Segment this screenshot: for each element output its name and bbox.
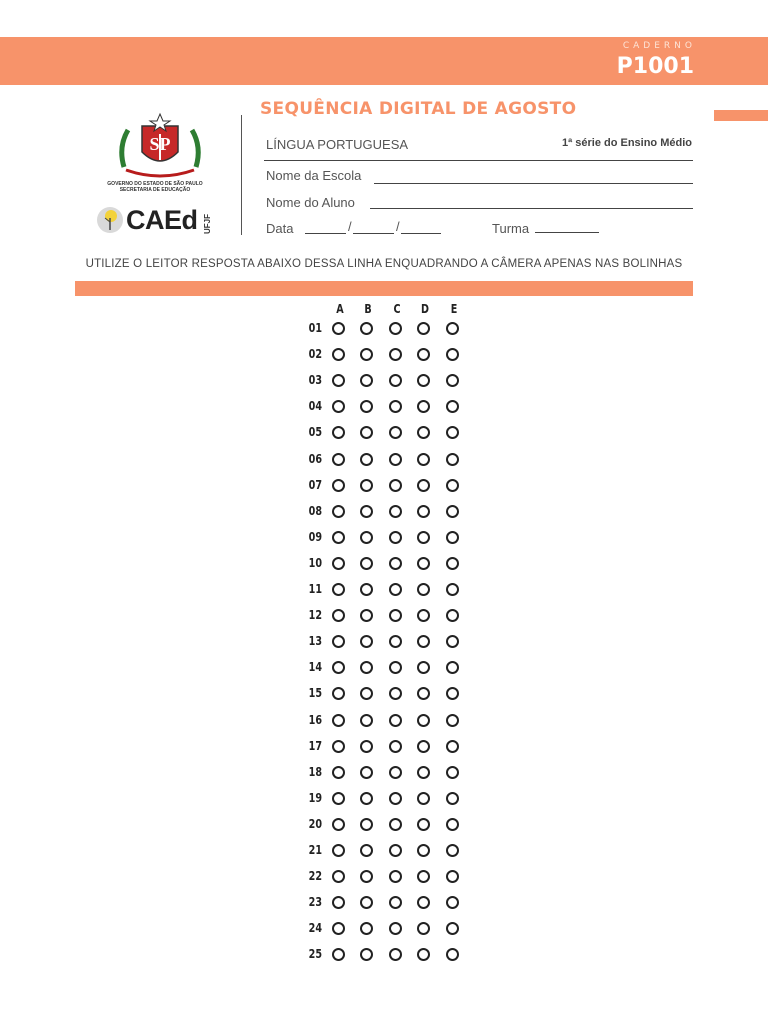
answer-bubble-04-b[interactable] <box>360 400 373 413</box>
question-number-24: 24 <box>308 921 322 936</box>
answer-bubble-10-c[interactable] <box>389 557 402 570</box>
escola-field[interactable] <box>374 183 693 184</box>
answer-bubble-21-c[interactable] <box>389 844 402 857</box>
answer-bubble-20-a[interactable] <box>332 818 345 831</box>
answer-bubble-04-d[interactable] <box>417 400 430 413</box>
date-slash-1: / <box>348 219 352 234</box>
answer-bubble-05-c[interactable] <box>389 426 402 439</box>
answer-bubble-13-a[interactable] <box>332 635 345 648</box>
answer-bubble-08-c[interactable] <box>389 505 402 518</box>
answer-bubble-17-b[interactable] <box>360 740 373 753</box>
answer-bubble-10-e[interactable] <box>446 557 459 570</box>
question-number-06: 06 <box>308 451 322 466</box>
answer-bubble-24-b[interactable] <box>360 922 373 935</box>
answer-bubble-13-e[interactable] <box>446 635 459 648</box>
answer-bubble-17-a[interactable] <box>332 740 345 753</box>
question-number-07: 07 <box>308 477 322 492</box>
subject-underline <box>264 160 693 161</box>
answer-bubble-20-c[interactable] <box>389 818 402 831</box>
answer-bubble-08-d[interactable] <box>417 505 430 518</box>
caed-wordmark: CAEd <box>126 205 198 235</box>
question-number-01: 01 <box>308 321 322 335</box>
answer-bubble-15-b[interactable] <box>360 687 373 700</box>
answer-bubble-05-e[interactable] <box>446 426 459 439</box>
question-number-10: 10 <box>308 555 322 570</box>
question-number-05: 05 <box>308 425 322 440</box>
answer-bubble-03-e[interactable] <box>446 374 459 387</box>
answer-bubble-02-b[interactable] <box>360 348 373 361</box>
answer-bubble-22-d[interactable] <box>417 870 430 883</box>
answer-bubble-10-d[interactable] <box>417 557 430 570</box>
question-number-04: 04 <box>308 399 322 414</box>
answer-bubble-09-b[interactable] <box>360 531 373 544</box>
answer-bubble-09-c[interactable] <box>389 531 402 544</box>
question-number-22: 22 <box>308 869 322 884</box>
answer-bubble-16-d[interactable] <box>417 714 430 727</box>
question-number-25: 25 <box>308 947 322 962</box>
answer-bubble-17-e[interactable] <box>446 740 459 753</box>
seal-letters: SP <box>149 134 171 154</box>
answer-bubble-21-a[interactable] <box>332 844 345 857</box>
answer-bubble-08-e[interactable] <box>446 505 459 518</box>
answer-bubble-07-e[interactable] <box>446 479 459 492</box>
answer-bubble-01-e[interactable] <box>446 322 459 335</box>
answer-bubble-22-a[interactable] <box>332 870 345 883</box>
column-header-c: C <box>393 302 401 316</box>
form-title: SEQUÊNCIA DIGITAL DE AGOSTO <box>260 99 577 119</box>
data-month-field[interactable] <box>353 233 394 234</box>
answer-bubble-11-d[interactable] <box>417 583 430 596</box>
answer-bubble-18-c[interactable] <box>389 766 402 779</box>
question-number-02: 02 <box>308 347 322 362</box>
question-number-14: 14 <box>308 660 322 675</box>
data-label: Data <box>266 221 294 236</box>
answer-bubble-15-c[interactable] <box>389 687 402 700</box>
answer-bubble-11-e[interactable] <box>446 583 459 596</box>
answer-bubble-14-a[interactable] <box>332 661 345 674</box>
answer-bubble-07-b[interactable] <box>360 479 373 492</box>
answer-bubble-12-b[interactable] <box>360 609 373 622</box>
answer-bubble-07-d[interactable] <box>417 479 430 492</box>
answer-bubble-15-d[interactable] <box>417 687 430 700</box>
instruction-text: UTILIZE O LEITOR RESPOSTA ABAIXO DESSA LINHA ENQUADRANDO A CÂMERA APENAS NAS BOLINHAS <box>85 258 683 270</box>
answer-bubble-11-a[interactable] <box>332 583 345 596</box>
answer-bubble-06-e[interactable] <box>446 453 459 466</box>
answer-bubble-23-e[interactable] <box>446 896 459 909</box>
question-number-19: 19 <box>308 790 322 805</box>
answer-bubble-13-d[interactable] <box>417 635 430 648</box>
answer-bubble-14-c[interactable] <box>389 661 402 674</box>
answer-bubble-10-a[interactable] <box>332 557 345 570</box>
answer-bubble-15-a[interactable] <box>332 687 345 700</box>
answer-bubble-16-c[interactable] <box>389 714 402 727</box>
answer-bubble-19-d[interactable] <box>417 792 430 805</box>
answer-bubble-10-b[interactable] <box>360 557 373 570</box>
answer-bubble-17-c[interactable] <box>389 740 402 753</box>
answer-bubble-23-b[interactable] <box>360 896 373 909</box>
column-header-d: D <box>421 302 429 316</box>
answer-bubble-09-d[interactable] <box>417 531 430 544</box>
answer-bubble-06-a[interactable] <box>332 453 345 466</box>
answer-bubble-25-c[interactable] <box>389 948 402 961</box>
answer-bubble-02-d[interactable] <box>417 348 430 361</box>
answer-bubble-25-d[interactable] <box>417 948 430 961</box>
answer-bubble-07-a[interactable] <box>332 479 345 492</box>
answer-bubble-23-d[interactable] <box>417 896 430 909</box>
turma-field[interactable] <box>535 232 599 233</box>
answer-bubble-15-e[interactable] <box>446 687 459 700</box>
question-number-09: 09 <box>308 529 322 544</box>
answer-bubble-18-d[interactable] <box>417 766 430 779</box>
answer-bubble-12-e[interactable] <box>446 609 459 622</box>
question-number-15: 15 <box>308 686 322 701</box>
answer-bubble-25-b[interactable] <box>360 948 373 961</box>
answer-bubble-14-b[interactable] <box>360 661 373 674</box>
question-number-20: 20 <box>308 816 322 831</box>
answer-bubble-16-b[interactable] <box>360 714 373 727</box>
sao-paulo-seal-icon <box>114 112 206 180</box>
answer-bubble-01-b[interactable] <box>360 322 373 335</box>
data-year-field[interactable] <box>401 233 441 234</box>
answer-bubble-17-d[interactable] <box>417 740 430 753</box>
serie-label: 1ª série do Ensino Médio <box>562 137 692 149</box>
answer-bubble-05-b[interactable] <box>360 426 373 439</box>
answer-bubble-13-c[interactable] <box>389 635 402 648</box>
answer-bubble-20-b[interactable] <box>360 818 373 831</box>
question-number-08: 08 <box>308 503 322 518</box>
subject-label: LÍNGUA PORTUGUESA <box>266 137 409 152</box>
answer-bubble-25-a[interactable] <box>332 948 345 961</box>
aluno-field[interactable] <box>370 208 693 209</box>
turma-label: Turma <box>492 221 530 236</box>
answer-bubble-09-a[interactable] <box>332 531 345 544</box>
answer-bubble-24-c[interactable] <box>389 922 402 935</box>
top-banner <box>0 37 768 85</box>
answer-bubble-03-b[interactable] <box>360 374 373 387</box>
answer-bubble-11-c[interactable] <box>389 583 402 596</box>
answer-bubble-05-d[interactable] <box>417 426 430 439</box>
answer-bubble-18-b[interactable] <box>360 766 373 779</box>
answer-bubble-08-b[interactable] <box>360 505 373 518</box>
answer-bubble-02-a[interactable] <box>332 348 345 361</box>
answer-bubble-18-a[interactable] <box>332 766 345 779</box>
answer-bubble-06-d[interactable] <box>417 453 430 466</box>
question-number-21: 21 <box>308 843 322 857</box>
answer-bubble-07-c[interactable] <box>389 479 402 492</box>
answer-bubble-24-a[interactable] <box>332 922 345 935</box>
answer-bubble-03-d[interactable] <box>417 374 430 387</box>
answer-bubble-22-c[interactable] <box>389 870 402 883</box>
answer-bubble-24-d[interactable] <box>417 922 430 935</box>
side-tab <box>714 110 768 121</box>
answer-bubble-05-a[interactable] <box>332 426 345 439</box>
answer-bubble-01-a[interactable] <box>332 322 345 335</box>
answer-bubble-02-c[interactable] <box>389 348 402 361</box>
answer-bubble-19-c[interactable] <box>389 792 402 805</box>
question-number-17: 17 <box>308 738 322 753</box>
answer-bubble-04-a[interactable] <box>332 400 345 413</box>
answer-bubble-04-e[interactable] <box>446 400 459 413</box>
question-number-12: 12 <box>308 608 322 623</box>
question-number-11: 11 <box>308 582 322 596</box>
gov-line-2: SECRETARIA DE EDUCAÇÃO <box>119 187 191 193</box>
caderno-code: P1001 <box>616 54 694 79</box>
answer-bubble-11-b[interactable] <box>360 583 373 596</box>
column-header-e: E <box>450 302 458 316</box>
header-divider <box>241 115 242 235</box>
answer-bubble-25-e[interactable] <box>446 948 459 961</box>
logo-block <box>96 112 226 237</box>
ufjf-label: UFJF <box>203 214 212 234</box>
question-number-23: 23 <box>308 895 322 910</box>
answer-bubble-01-c[interactable] <box>389 322 402 335</box>
answer-bubble-21-e[interactable] <box>446 844 459 857</box>
question-number-16: 16 <box>308 712 322 727</box>
answer-bubble-16-a[interactable] <box>332 714 345 727</box>
answer-bubble-14-e[interactable] <box>446 661 459 674</box>
date-slash-2: / <box>396 219 400 234</box>
escola-label: Nome da Escola <box>266 168 362 183</box>
answer-bubble-09-e[interactable] <box>446 531 459 544</box>
answer-bubble-22-b[interactable] <box>360 870 373 883</box>
answer-bubble-24-e[interactable] <box>446 922 459 935</box>
answer-bubble-23-c[interactable] <box>389 896 402 909</box>
answer-bubble-04-c[interactable] <box>389 400 402 413</box>
column-header-a: A <box>336 302 344 316</box>
answer-bubble-12-c[interactable] <box>389 609 402 622</box>
answer-sheet <box>300 302 470 972</box>
answer-bubble-12-a[interactable] <box>332 609 345 622</box>
caed-logo <box>96 202 226 238</box>
answer-bubble-14-d[interactable] <box>417 661 430 674</box>
answer-bubble-21-d[interactable] <box>417 844 430 857</box>
answer-bubble-13-b[interactable] <box>360 635 373 648</box>
answer-bubble-21-b[interactable] <box>360 844 373 857</box>
caderno-label: CADERNO <box>622 41 696 51</box>
answer-bubble-23-a[interactable] <box>332 896 345 909</box>
column-header-b: B <box>364 302 372 316</box>
answer-bubble-08-a[interactable] <box>332 505 345 518</box>
scan-guide-band <box>75 281 693 296</box>
aluno-label: Nome do Aluno <box>266 195 355 210</box>
answer-bubble-18-e[interactable] <box>446 766 459 779</box>
answer-bubble-20-e[interactable] <box>446 818 459 831</box>
question-number-03: 03 <box>308 373 322 388</box>
answer-bubble-19-e[interactable] <box>446 792 459 805</box>
question-number-13: 13 <box>308 634 322 649</box>
answer-bubble-19-a[interactable] <box>332 792 345 805</box>
question-number-18: 18 <box>308 764 322 779</box>
answer-bubble-22-e[interactable] <box>446 870 459 883</box>
data-day-field[interactable] <box>305 233 346 234</box>
gov-line-1: GOVERNO DO ESTADO DE SÃO PAULO <box>107 181 203 187</box>
answer-bubble-03-a[interactable] <box>332 374 345 387</box>
answer-bubble-02-e[interactable] <box>446 348 459 361</box>
answer-bubble-03-c[interactable] <box>389 374 402 387</box>
answer-bubble-06-c[interactable] <box>389 453 402 466</box>
answer-bubble-06-b[interactable] <box>360 453 373 466</box>
tree-icon <box>96 206 124 234</box>
answer-bubble-01-d[interactable] <box>417 322 430 335</box>
answer-bubble-12-d[interactable] <box>417 609 430 622</box>
answer-bubble-16-e[interactable] <box>446 714 459 727</box>
answer-bubble-20-d[interactable] <box>417 818 430 831</box>
answer-bubble-19-b[interactable] <box>360 792 373 805</box>
